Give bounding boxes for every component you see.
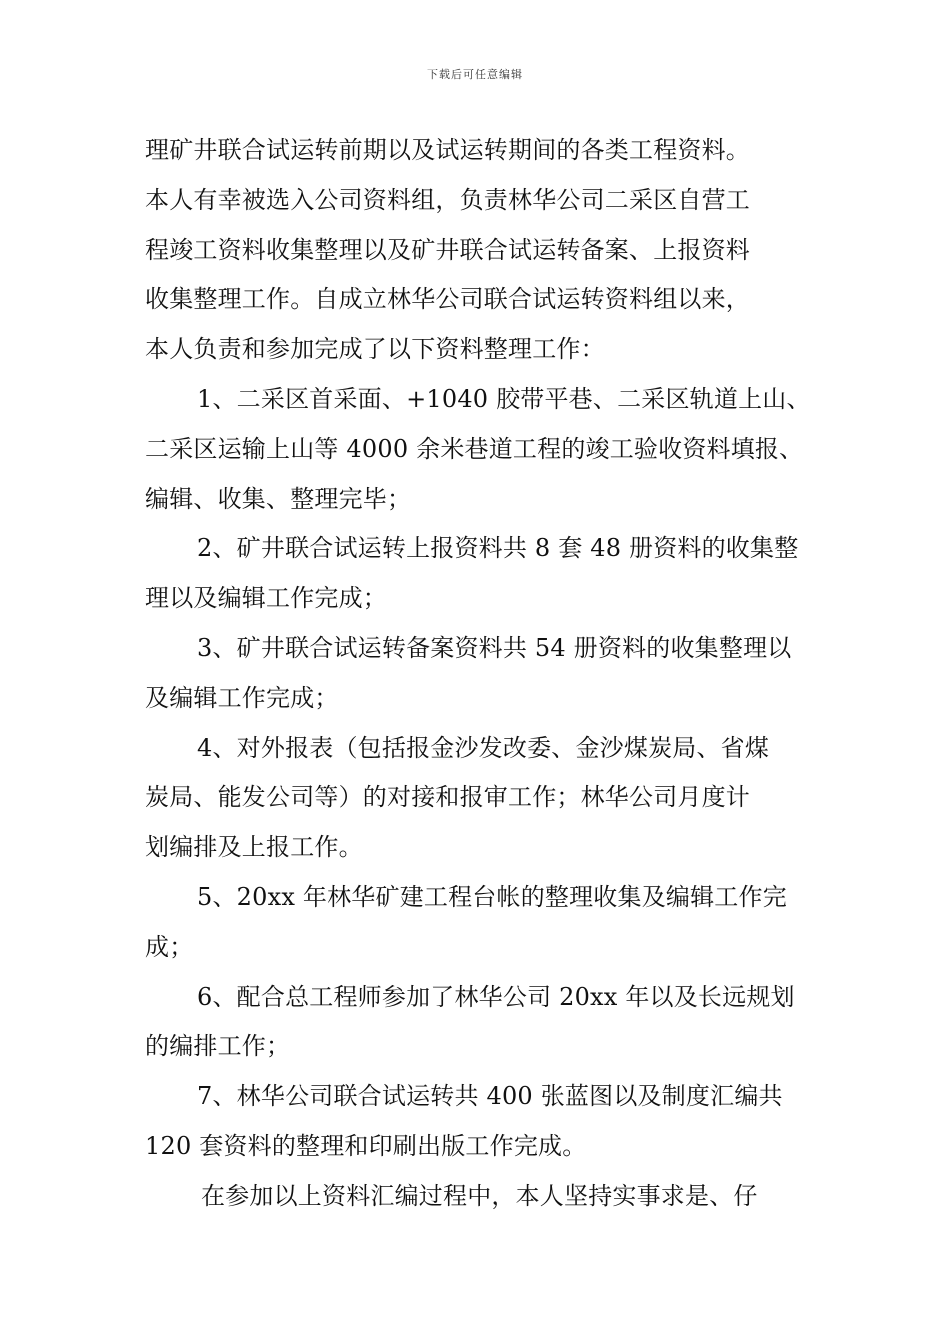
text-line: 理矿井联合试运转前期以及试运转期间的各类工程资料。 [145, 136, 750, 164]
text-line: 理以及编辑工作完成； [145, 584, 387, 613]
text-line: 及编辑工作完成； [145, 683, 339, 712]
text-line: 的编排工作； [145, 1032, 291, 1061]
text-line: 本人有幸被选入公司资料组，负责林华公司二采区自营工 [145, 185, 750, 214]
text-line: 编辑、收集、整理完毕； [145, 484, 412, 513]
list-item-7-line: 7、林华公司联合试运转共 400 张蓝图以及制度汇编共 [197, 1082, 783, 1111]
page-header: 下载后可任意编辑 [427, 68, 523, 81]
list-item-1-line: 1、二采区首采面、+1040 胶带平巷、二采区轨道上山、 [197, 384, 811, 413]
list-item-6-line: 6、配合总工程师参加了林华公司 20xx 年以及长远规划 [197, 982, 795, 1011]
list-item-4-line: 4、对外报表（包括报金沙发改委、金沙煤炭局、省煤 [197, 733, 770, 762]
list-item-5-line: 5、20xx 年林华矿建工程台帐的整理收集及编辑工作完 [197, 882, 787, 911]
text-line: 收集整理工作。自成立林华公司联合试运转资料组以来， [145, 285, 750, 314]
text-line: 程竣工资料收集整理以及矿井联合试运转备案、上报资料 [145, 235, 750, 264]
list-item-3-line: 3、矿井联合试运转备案资料共 54 册资料的收集整理以 [197, 633, 792, 662]
text-line: 本人负责和参加完成了以下资料整理工作： [145, 335, 605, 364]
text-line: 120 套资料的整理和印刷出版工作完成。 [145, 1131, 587, 1160]
text-line: 成； [145, 932, 194, 961]
document-body [145, 126, 825, 1222]
text-line: 炭局、能发公司等）的对接和报审工作；林华公司月度计 [145, 783, 750, 812]
text-line: 划编排及上报工作。 [145, 833, 363, 862]
text-line: 二采区运输上山等 4000 余米巷道工程的竣工验收资料填报、 [145, 434, 804, 463]
list-item-2-line: 2、矿井联合试运转上报资料共 8 套 48 册资料的收集整 [197, 534, 799, 563]
paragraph-start-line: 在参加以上资料汇编过程中，本人坚持实事求是、仔 [201, 1181, 758, 1210]
